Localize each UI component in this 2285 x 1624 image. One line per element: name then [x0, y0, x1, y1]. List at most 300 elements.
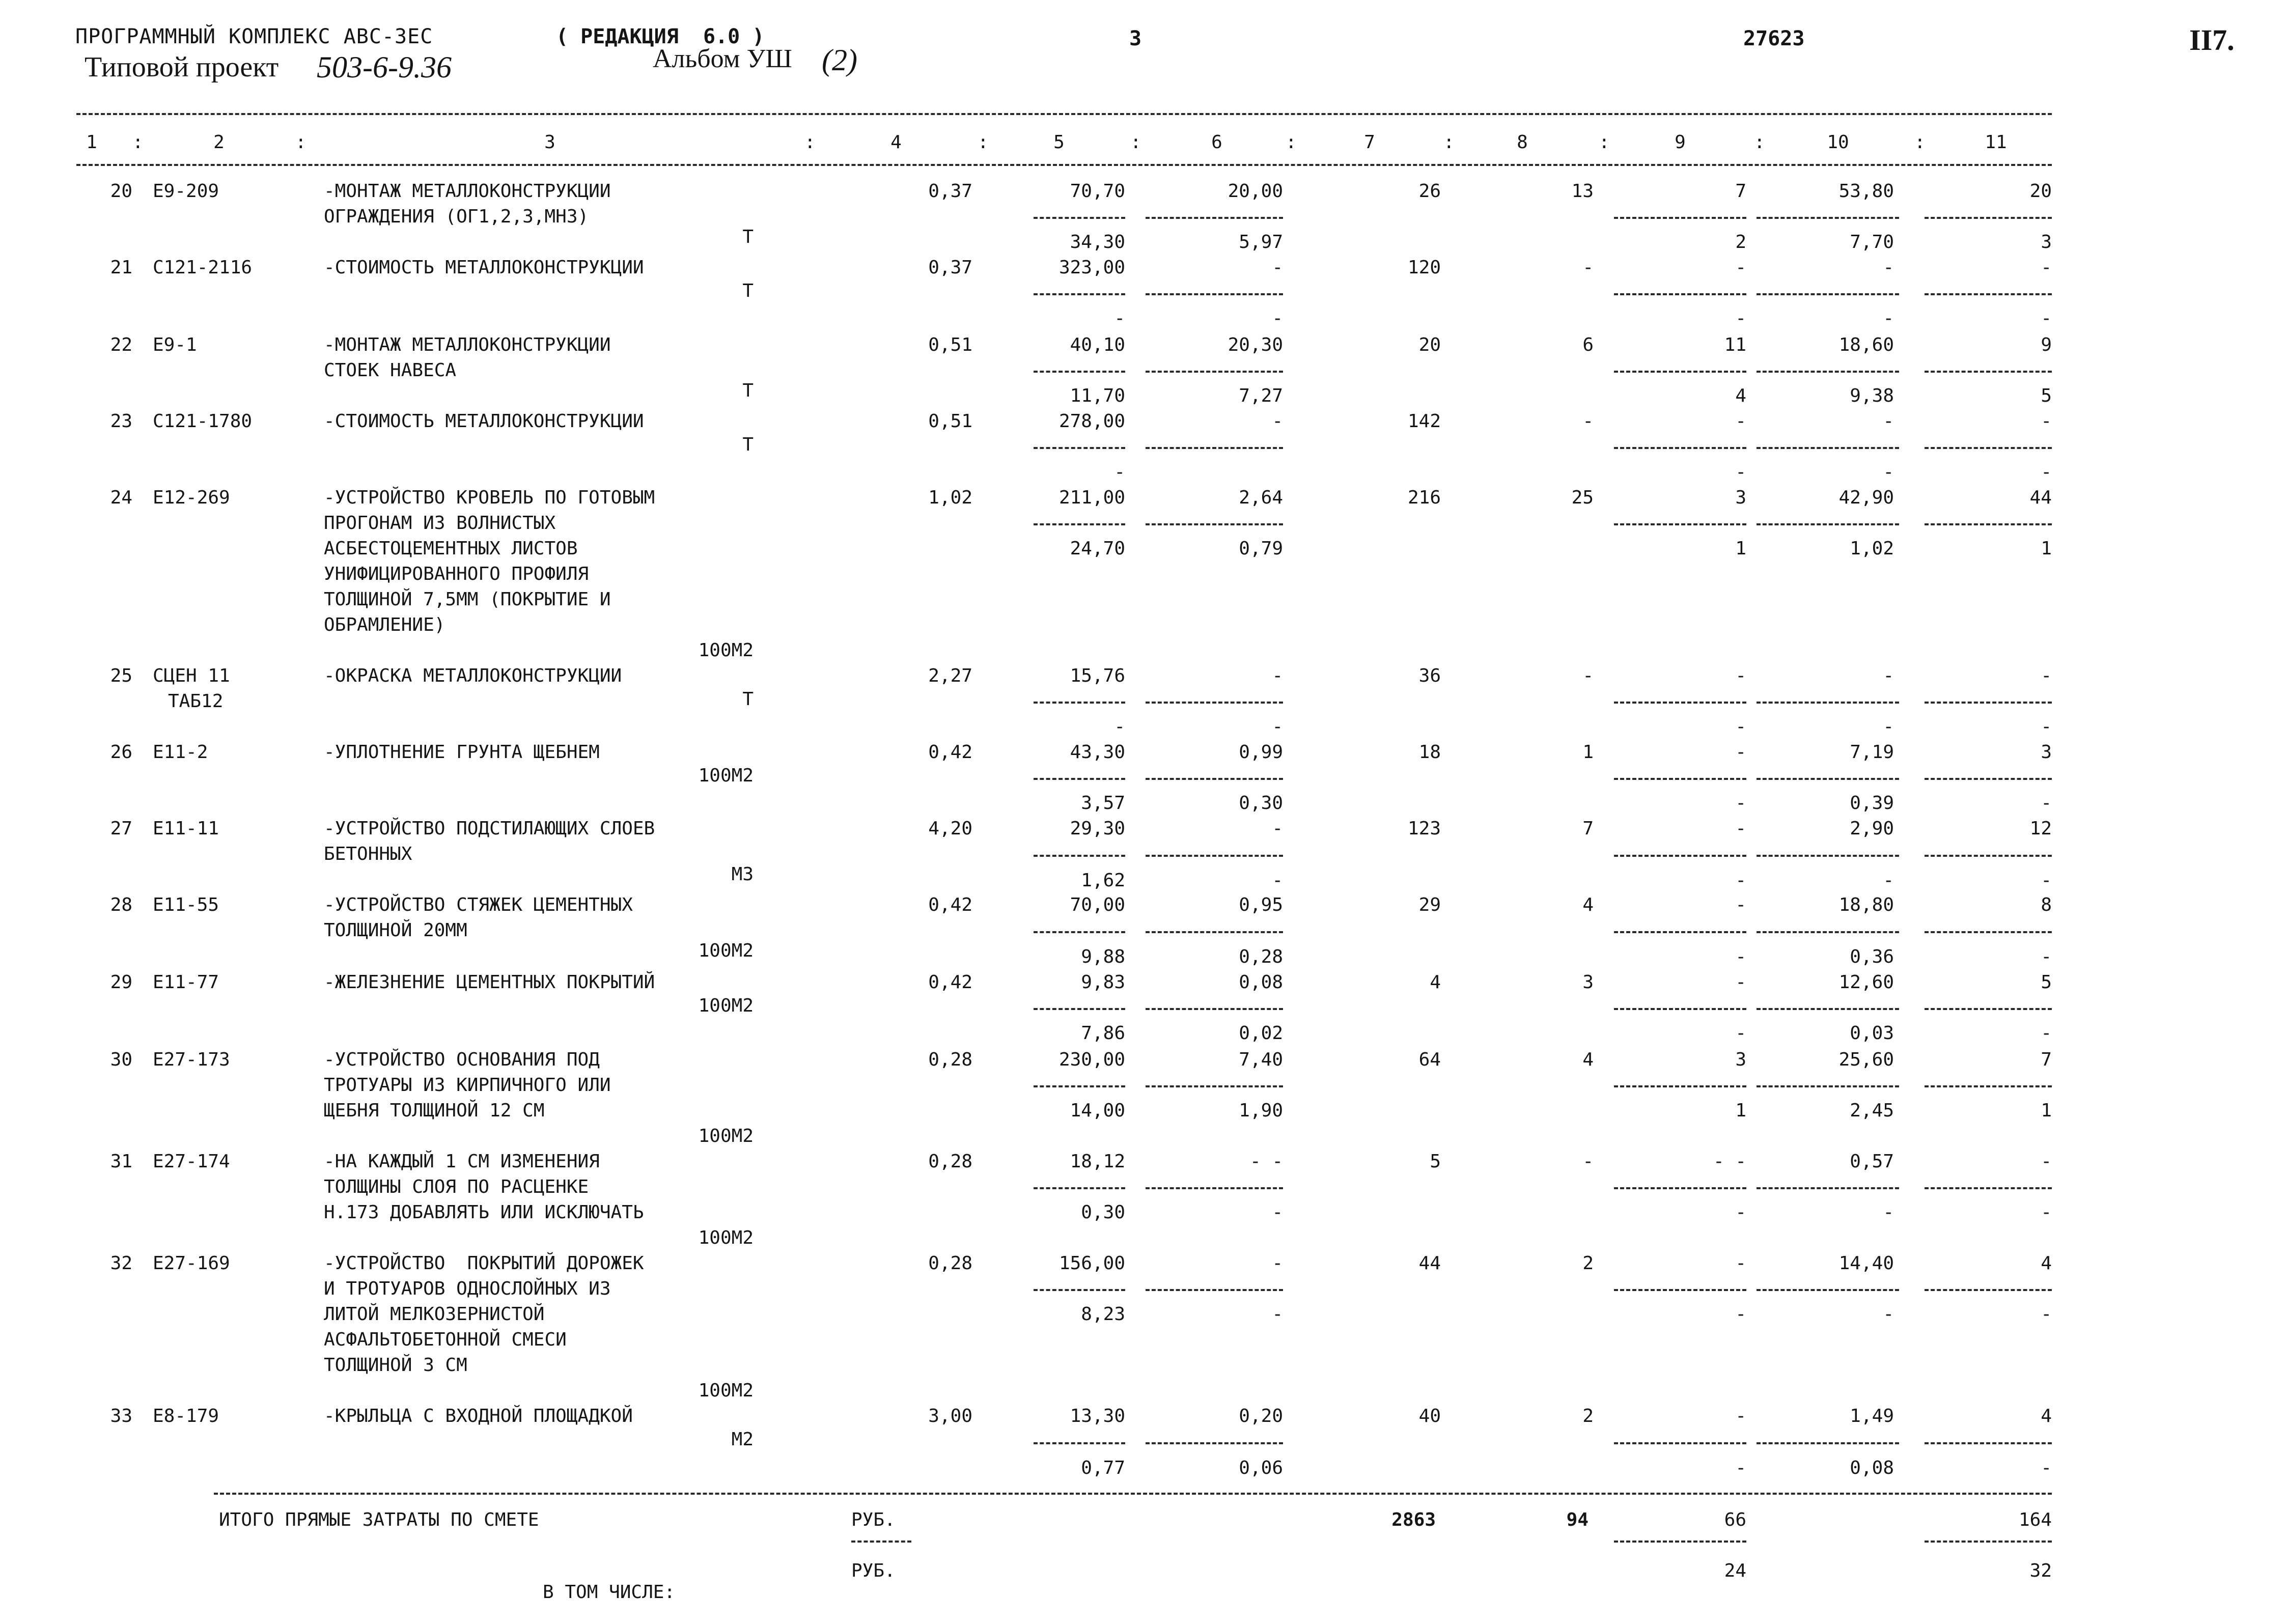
- item-code: Е12-269: [153, 487, 230, 508]
- sub-value-rule: [1925, 778, 2052, 780]
- cost-col-6: 0,95: [1239, 894, 1283, 915]
- sub-value-rule: [1757, 1187, 1899, 1189]
- totals-unit-2: РУБ.: [851, 1560, 896, 1581]
- sub-cost-col-6: -: [1272, 1304, 1283, 1325]
- sub-cost-col-6: 0,79: [1239, 538, 1283, 559]
- cost-col-11: 5: [2041, 972, 2052, 993]
- cost-col-9: -: [1735, 818, 1746, 839]
- quantity: 0,28: [928, 1253, 972, 1274]
- sub-value-rule: [1034, 1085, 1125, 1087]
- column-header-10: 10: [1827, 132, 1849, 153]
- unit-of-measure: 100М2: [698, 1126, 754, 1146]
- totals-unit-rule: [851, 1541, 911, 1543]
- sub-cost-col-6: -: [1272, 308, 1283, 329]
- cost-col-10: 1,49: [1850, 1406, 1894, 1426]
- sub-cost-col-11: -: [2041, 1023, 2052, 1044]
- cost-col-11: -: [2041, 257, 2052, 278]
- cost-col-8: 3: [1582, 972, 1594, 993]
- cost-col-9: -: [1735, 894, 1746, 915]
- item-code: Е11-77: [153, 972, 219, 993]
- cost-col-8: 2: [1582, 1253, 1594, 1274]
- sub-value-rule: [1034, 371, 1125, 373]
- cost-col-6: 0,20: [1239, 1406, 1283, 1426]
- work-description: Н.173 ДОБАВЛЯТЬ ИЛИ ИСКЛЮЧАТЬ: [324, 1202, 644, 1223]
- sub-value-rule: [1614, 702, 1746, 704]
- cost-col-6: -: [1272, 818, 1283, 839]
- cost-col-5: 278,00: [1058, 411, 1125, 432]
- unit-of-measure: Т: [742, 380, 754, 401]
- cost-col-8: 4: [1582, 894, 1594, 915]
- cost-col-11: 8: [2041, 894, 2052, 915]
- sub-value-rule: [1614, 778, 1746, 780]
- cost-col-7: 123: [1407, 818, 1441, 839]
- sub-cost-col-5: -: [1114, 462, 1125, 483]
- sub-cost-col-11: 5: [2041, 385, 2052, 406]
- work-description: -СТОИМОСТЬ МЕТАЛЛОКОНСТРУКЦИИ: [324, 257, 644, 278]
- sub-cost-col-9: 4: [1735, 385, 1746, 406]
- work-description: -СТОИМОСТЬ МЕТАЛЛОКОНСТРУКЦИИ: [324, 411, 644, 432]
- cost-col-6: 0,99: [1239, 742, 1283, 763]
- work-description: И ТРОТУАРОВ ОДНОСЛОЙНЫХ ИЗ: [324, 1278, 611, 1299]
- cost-col-11: 44: [2029, 487, 2052, 508]
- quantity: 4,20: [928, 818, 972, 839]
- work-description: -УСТРОЙСТВО КРОВЕЛЬ ПО ГОТОВЫМ: [324, 487, 655, 508]
- sub-cost-col-11: 3: [2041, 232, 2052, 253]
- quantity: 0,28: [928, 1049, 972, 1070]
- sub-cost-col-5: 9,88: [1081, 946, 1125, 967]
- cost-col-11: 9: [2041, 334, 2052, 355]
- cost-col-10: -: [1883, 257, 1894, 278]
- row-number: 21: [110, 257, 132, 278]
- column-header-11: 11: [1985, 132, 2007, 153]
- work-description: ТОЛЩИНЫ СЛОЯ ПО РАСЦЕНКЕ: [324, 1177, 589, 1197]
- cost-col-5: 70,00: [1070, 894, 1125, 915]
- sub-cost-col-9: 2: [1735, 232, 1746, 253]
- sub-cost-col-11: 1: [2041, 1100, 2052, 1121]
- sub-value-rule: [1757, 702, 1899, 704]
- row-number: 28: [110, 894, 132, 915]
- sub-cost-col-9: -: [1735, 1023, 1746, 1044]
- cost-col-5: 15,76: [1070, 665, 1125, 686]
- cost-col-6: 0,08: [1239, 972, 1283, 993]
- sub-cost-col-10: -: [1883, 1202, 1894, 1223]
- cost-col-7: 216: [1407, 487, 1441, 508]
- sub-cost-col-9: -: [1735, 870, 1746, 891]
- row-number: 32: [110, 1253, 132, 1274]
- sub-cost-col-10: -: [1883, 1304, 1894, 1325]
- column-header-2: 2: [213, 132, 225, 153]
- quantity: 0,51: [928, 411, 972, 432]
- sub-cost-col-10: 0,36: [1850, 946, 1894, 967]
- sub-value-rule: [1614, 931, 1746, 933]
- sub-value-rule: [1146, 855, 1283, 857]
- cost-col-6: -: [1272, 665, 1283, 686]
- row-number: 31: [110, 1151, 132, 1172]
- cost-col-10: 12,60: [1838, 972, 1894, 993]
- item-code: Е27-169: [153, 1253, 230, 1274]
- work-description: ТОЛЩИНОЙ 3 СМ: [324, 1355, 467, 1376]
- cost-col-8: 25: [1571, 487, 1594, 508]
- cost-col-11: -: [2041, 665, 2052, 686]
- sub-cost-col-5: 14,00: [1070, 1100, 1125, 1121]
- sub-cost-col-9: -: [1735, 1304, 1746, 1325]
- cost-col-8: -: [1582, 257, 1594, 278]
- cost-col-6: 20,00: [1228, 181, 1283, 202]
- sub-value-rule: [1925, 855, 2052, 857]
- cost-col-5: 29,30: [1070, 818, 1125, 839]
- unit-of-measure: 100М2: [698, 1380, 754, 1401]
- unit-of-measure: Т: [742, 689, 754, 710]
- column-separator: :: [1914, 132, 1926, 153]
- work-description: ОБРАМЛЕНИЕ): [324, 614, 445, 635]
- cost-col-7: 40: [1418, 1406, 1441, 1426]
- sub-cost-col-5: 7,86: [1081, 1023, 1125, 1044]
- sub-value-rule: [1146, 1442, 1283, 1444]
- sub-value-rule: [1757, 1442, 1899, 1444]
- totals-sub-col-11: 32: [2029, 1560, 2052, 1581]
- column-header-4: 4: [890, 132, 902, 153]
- cost-col-11: 7: [2041, 1049, 2052, 1070]
- item-code: Е27-174: [153, 1151, 230, 1172]
- work-description: -УСТРОЙСТВО ПОДСТИЛАЮЩИХ СЛОЕВ: [324, 818, 655, 839]
- quantity: 0,28: [928, 1151, 972, 1172]
- sub-value-rule: [1614, 293, 1746, 295]
- quantity: 0,42: [928, 742, 972, 763]
- cost-col-11: 4: [2041, 1406, 2052, 1426]
- cost-col-8: 2: [1582, 1406, 1594, 1426]
- sub-cost-col-10: -: [1883, 716, 1894, 737]
- item-code: Е11-55: [153, 894, 219, 915]
- item-code-line-2: ТАБ12: [168, 691, 224, 712]
- column-separator: :: [1443, 132, 1455, 153]
- column-separator: :: [978, 132, 989, 153]
- cost-col-6: 7,40: [1239, 1049, 1283, 1070]
- cost-col-7: 142: [1407, 411, 1441, 432]
- cost-col-7: 20: [1418, 334, 1441, 355]
- quantity: 0,42: [928, 972, 972, 993]
- sub-value-rule: [1925, 931, 2052, 933]
- sub-cost-col-11: -: [2041, 716, 2052, 737]
- work-description: -УСТРОЙСТВО ПОКРЫТИЙ ДОРОЖЕК: [324, 1253, 644, 1274]
- sub-cost-col-6: 7,27: [1239, 385, 1283, 406]
- column-header-7: 7: [1364, 132, 1375, 153]
- sub-cost-col-5: -: [1114, 308, 1125, 329]
- sub-cost-col-5: 1,62: [1081, 870, 1125, 891]
- sub-value-rule: [1614, 447, 1746, 449]
- sub-cost-col-6: 1,90: [1239, 1100, 1283, 1121]
- sub-value-rule: [1034, 931, 1125, 933]
- sub-value-rule: [1614, 1442, 1746, 1444]
- cost-col-11: 12: [2029, 818, 2052, 839]
- column-separator: :: [132, 132, 144, 153]
- totals-col-7: 2863: [1391, 1509, 1436, 1530]
- cost-col-6: 20,30: [1228, 334, 1283, 355]
- sub-value-rule: [1757, 523, 1899, 525]
- sub-cost-col-6: -: [1272, 1202, 1283, 1223]
- cost-col-5: 13,30: [1070, 1406, 1125, 1426]
- cost-col-10: 14,40: [1838, 1253, 1894, 1274]
- cost-col-7: 4: [1430, 972, 1441, 993]
- cost-col-5: 9,83: [1081, 972, 1125, 993]
- quantity: 2,27: [928, 665, 972, 686]
- work-description: -ОКРАСКА МЕТАЛЛОКОНСТРУКЦИИ: [324, 665, 622, 686]
- row-number: 24: [110, 487, 132, 508]
- cost-col-7: 120: [1407, 257, 1441, 278]
- item-code: Е11-2: [153, 742, 208, 763]
- item-code: Е27-173: [153, 1049, 230, 1070]
- sub-value-rule: [1146, 1008, 1283, 1010]
- item-code: С121-2116: [153, 257, 253, 278]
- column-header-8: 8: [1517, 132, 1528, 153]
- cost-col-8: 7: [1582, 818, 1594, 839]
- sub-value-rule: [1757, 931, 1899, 933]
- sub-value-rule: [1925, 1442, 2052, 1444]
- cost-col-11: 3: [2041, 742, 2052, 763]
- cost-col-9: -: [1735, 1406, 1746, 1426]
- sub-cost-col-6: 0,06: [1239, 1458, 1283, 1478]
- sub-value-rule: [1146, 447, 1283, 449]
- sub-cost-col-10: 0,39: [1850, 793, 1894, 814]
- sub-cost-col-6: -: [1272, 870, 1283, 891]
- sub-value-rule: [1757, 293, 1899, 295]
- sub-cost-col-9: -: [1735, 946, 1746, 967]
- work-description: -НА КАЖДЫЙ 1 СМ ИЗМЕНЕНИЯ: [324, 1151, 600, 1172]
- unit-of-measure: 100М2: [698, 1227, 754, 1248]
- sub-value-rule: [1146, 293, 1283, 295]
- column-separator: :: [1286, 132, 1297, 153]
- cost-col-9: -: [1735, 972, 1746, 993]
- sub-value-rule: [1034, 217, 1125, 219]
- sub-cost-col-11: -: [2041, 1304, 2052, 1325]
- cost-col-5: 230,00: [1058, 1049, 1125, 1070]
- sub-value-rule: [1034, 523, 1125, 525]
- page-number: II7.: [2189, 23, 2235, 57]
- work-description: ЩЕБНЯ ТОЛЩИНОЙ 12 СМ: [324, 1100, 545, 1121]
- cost-col-9: - -: [1713, 1151, 1746, 1172]
- program-name: ПРОГРАММНЫЙ КОМПЛЕКС АВС-ЗЕС: [75, 25, 433, 48]
- sub-cost-col-5: 0,30: [1081, 1202, 1125, 1223]
- sub-value-rule: [1146, 1187, 1283, 1189]
- item-code: Е11-11: [153, 818, 219, 839]
- sub-cost-col-5: -: [1114, 716, 1125, 737]
- cost-col-8: -: [1582, 1151, 1594, 1172]
- row-number: 30: [110, 1049, 132, 1070]
- sub-cost-col-6: 5,97: [1239, 232, 1283, 253]
- sub-cost-col-5: 11,70: [1070, 385, 1125, 406]
- cost-col-7: 29: [1418, 894, 1441, 915]
- cost-col-7: 5: [1430, 1151, 1441, 1172]
- work-description: -ЖЕЛЕЗНЕНИЕ ЦЕМЕНТНЫХ ПОКРЫТИЙ: [324, 972, 655, 993]
- work-description: ТОЛЩИНОЙ 20ММ: [324, 920, 467, 941]
- sub-cost-col-10: 1,02: [1850, 538, 1894, 559]
- work-description: ТРОТУАРЫ ИЗ КИРПИЧНОГО ИЛИ: [324, 1075, 611, 1096]
- sub-cost-col-5: 3,57: [1081, 793, 1125, 814]
- sub-cost-col-11: -: [2041, 462, 2052, 483]
- sub-cost-col-5: 8,23: [1081, 1304, 1125, 1325]
- totals-col-8: 94: [1566, 1509, 1589, 1530]
- row-number: 29: [110, 972, 132, 993]
- sub-value-rule: [1757, 371, 1899, 373]
- cost-col-10: 7,19: [1850, 742, 1894, 763]
- sub-cost-col-5: 0,77: [1081, 1458, 1125, 1478]
- quantity: 0,51: [928, 334, 972, 355]
- sub-value-rule: [1034, 1008, 1125, 1010]
- sub-value-rule: [1034, 1289, 1125, 1291]
- cost-col-7: 44: [1418, 1253, 1441, 1274]
- sub-cost-col-11: -: [2041, 308, 2052, 329]
- cost-col-11: 4: [2041, 1253, 2052, 1274]
- work-description: СТОЕК НАВЕСА: [324, 360, 457, 381]
- sub-value-rule: [1146, 1085, 1283, 1087]
- sub-cost-col-9: -: [1735, 716, 1746, 737]
- cost-col-5: 40,10: [1070, 334, 1125, 355]
- cost-col-9: 3: [1735, 1049, 1746, 1070]
- column-separator: :: [804, 132, 816, 153]
- sub-cost-col-10: 0,03: [1850, 1023, 1894, 1044]
- item-code: СЦЕН 11: [153, 665, 230, 686]
- cost-col-8: -: [1582, 665, 1594, 686]
- sub-value-rule: [1925, 293, 2052, 295]
- row-number: 22: [110, 334, 132, 355]
- sub-value-rule: [1925, 371, 2052, 373]
- item-code: Е8-179: [153, 1406, 219, 1426]
- cost-col-5: 70,70: [1070, 181, 1125, 202]
- item-code: Е9-1: [153, 334, 197, 355]
- work-description: УНИФИЦИРОВАННОГО ПРОФИЛЯ: [324, 564, 589, 584]
- cost-col-10: 18,60: [1838, 334, 1894, 355]
- sub-value-rule: [1925, 702, 2052, 704]
- unit-of-measure: Т: [742, 227, 754, 247]
- unit-of-measure: Т: [742, 434, 754, 455]
- cost-col-10: 53,80: [1838, 181, 1894, 202]
- sub-value-rule: [1614, 1289, 1746, 1291]
- unit-of-measure: 100М2: [698, 995, 754, 1016]
- sub-value-rule: [1146, 371, 1283, 373]
- work-description: -УСТРОЙСТВО ОСНОВАНИЯ ПОД: [324, 1049, 600, 1070]
- totals-rule-9: [1614, 1541, 1746, 1543]
- sub-cost-col-11: -: [2041, 1458, 2052, 1478]
- sub-value-rule: [1757, 217, 1899, 219]
- cost-col-5: 43,30: [1070, 742, 1125, 763]
- sub-cost-col-9: -: [1735, 1458, 1746, 1478]
- cost-col-9: -: [1735, 742, 1746, 763]
- cost-col-11: 20: [2029, 181, 2052, 202]
- cost-col-10: 18,80: [1838, 894, 1894, 915]
- quantity: 0,37: [928, 257, 972, 278]
- work-description: -МОНТАЖ МЕТАЛЛОКОНСТРУКЦИИ: [324, 334, 611, 355]
- unit-of-measure: 100М2: [698, 940, 754, 961]
- cost-col-5: 156,00: [1058, 1253, 1125, 1274]
- cost-col-5: 323,00: [1058, 257, 1125, 278]
- sub-cost-col-11: 1: [2041, 538, 2052, 559]
- sub-value-rule: [1614, 1008, 1746, 1010]
- cost-col-9: -: [1735, 1253, 1746, 1274]
- sub-value-rule: [1757, 1008, 1899, 1010]
- work-description: -УСТРОЙСТВО СТЯЖЕК ЦЕМЕНТНЫХ: [324, 894, 633, 915]
- sub-cost-col-9: -: [1735, 308, 1746, 329]
- unit-of-measure: Т: [742, 281, 754, 301]
- sub-value-rule: [1034, 447, 1125, 449]
- cost-col-6: -: [1272, 411, 1283, 432]
- sub-value-rule: [1034, 778, 1125, 780]
- row-number: 26: [110, 742, 132, 763]
- sub-cost-col-10: 2,45: [1850, 1100, 1894, 1121]
- cost-col-9: 3: [1735, 487, 1746, 508]
- cost-col-7: 64: [1418, 1049, 1441, 1070]
- sub-cost-col-9: 1: [1735, 1100, 1746, 1121]
- sub-cost-col-6: 0,28: [1239, 946, 1283, 967]
- cost-col-8: 1: [1582, 742, 1594, 763]
- sub-cost-col-10: 7,70: [1850, 232, 1894, 253]
- sub-cost-col-10: 0,08: [1850, 1458, 1894, 1478]
- cost-col-10: 0,57: [1850, 1151, 1894, 1172]
- sub-value-rule: [1757, 1289, 1899, 1291]
- sub-value-rule: [1146, 523, 1283, 525]
- column-header-3: 3: [544, 132, 555, 153]
- sub-value-rule: [1146, 931, 1283, 933]
- cost-col-11: -: [2041, 1151, 2052, 1172]
- unit-of-measure: М2: [731, 1429, 754, 1450]
- sub-value-rule: [1925, 217, 2052, 219]
- album-label: Альбом УШ: [653, 44, 792, 73]
- sub-cost-col-6: 0,02: [1239, 1023, 1283, 1044]
- cost-col-10: -: [1883, 411, 1894, 432]
- table-bottom-rule: [214, 1493, 2052, 1495]
- header-bottom-rule: [76, 164, 2052, 166]
- row-number: 23: [110, 411, 132, 432]
- sub-cost-col-11: -: [2041, 870, 2052, 891]
- sub-value-rule: [1614, 371, 1746, 373]
- unit-of-measure: М3: [731, 864, 754, 885]
- cost-col-8: 13: [1571, 181, 1594, 202]
- cost-col-9: -: [1735, 257, 1746, 278]
- sub-cost-col-5: 34,30: [1070, 232, 1125, 253]
- cost-col-6: 2,64: [1239, 487, 1283, 508]
- sub-cost-col-9: -: [1735, 1202, 1746, 1223]
- item-code: Е9-209: [153, 181, 219, 202]
- work-description: -МОНТАЖ МЕТАЛЛОКОНСТРУКЦИИ: [324, 181, 611, 202]
- sub-cost-col-9: -: [1735, 793, 1746, 814]
- totals-col-11: 164: [2018, 1509, 2052, 1530]
- table-top-rule: [76, 113, 2052, 115]
- work-description: ТОЛЩИНОЙ 7,5ММ (ПОКРЫТИЕ И: [324, 589, 611, 610]
- sub-value-rule: [1034, 702, 1125, 704]
- album-part: (2): [822, 43, 857, 77]
- column-header-5: 5: [1053, 132, 1065, 153]
- cost-col-8: -: [1582, 411, 1594, 432]
- sub-cost-col-10: -: [1883, 308, 1894, 329]
- row-number: 27: [110, 818, 132, 839]
- sub-value-rule: [1614, 1085, 1746, 1087]
- sub-cost-col-10: 9,38: [1850, 385, 1894, 406]
- cost-col-6: - -: [1249, 1151, 1283, 1172]
- quantity: 3,00: [928, 1406, 972, 1426]
- cost-col-9: 7: [1735, 181, 1746, 202]
- sub-cost-col-10: -: [1883, 870, 1894, 891]
- sub-cost-col-10: -: [1883, 462, 1894, 483]
- cost-col-7: 18: [1418, 742, 1441, 763]
- sub-value-rule: [1146, 217, 1283, 219]
- sub-value-rule: [1757, 855, 1899, 857]
- item-code: С121-1780: [153, 411, 253, 432]
- work-description: АСБЕСТОЦЕМЕНТНЫХ ЛИСТОВ: [324, 538, 578, 559]
- including-label: В ТОМ ЧИСЛЕ:: [543, 1582, 676, 1603]
- cost-col-6: -: [1272, 1253, 1283, 1274]
- sub-value-rule: [1034, 855, 1125, 857]
- column-separator: :: [1754, 132, 1765, 153]
- sheet-number: 3: [1129, 27, 1142, 50]
- sub-cost-col-6: 0,30: [1239, 793, 1283, 814]
